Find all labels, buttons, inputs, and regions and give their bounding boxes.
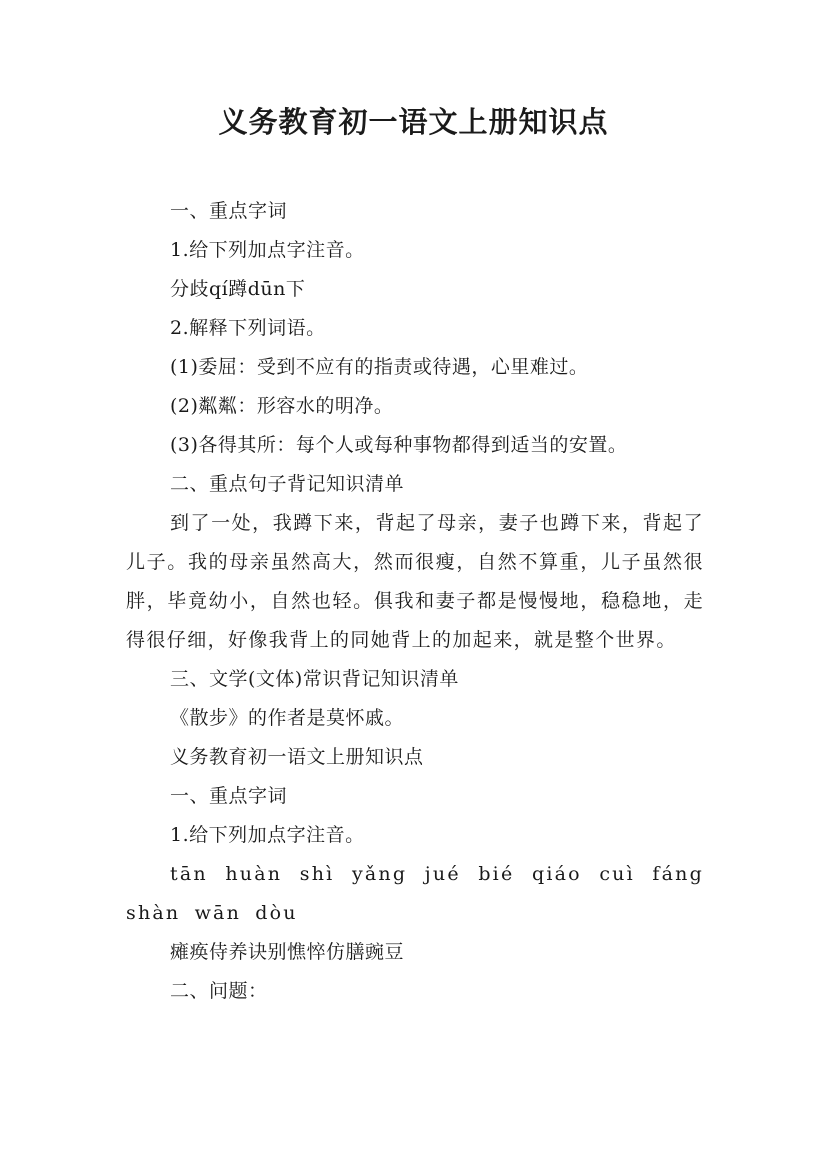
- section-heading-questions: 二、问题：: [170, 980, 268, 1002]
- key-passage: 到了一处，我蹲下来，背起了母亲，妻子也蹲下来，背起了儿子。我的母亲虽然高大，然而很瘦，自然不算重，儿子虽然很胖，毕竟幼小，自然也轻。俱我和妻子都是慢慢地，稳稳地，走得很仔细，好像我背上的同她背上的加起来，就是整个世界。: [126, 512, 704, 651]
- exercise-pronunciation: 1.给下列加点字注音。: [170, 239, 365, 261]
- exercise-explain-words: 2.解释下列词语。: [170, 317, 326, 339]
- definition-item-3: (3)各得其所：每个人或每种事物都得到适当的安置。: [170, 434, 628, 456]
- section-heading-literature: 三、文学(文体)常识背记知识清单: [170, 668, 459, 690]
- pronunciation-answer: 分歧qí蹲dūn下: [170, 278, 306, 300]
- definition-item-1: (1)委屈：受到不应有的指责或待遇，心里难过。: [170, 356, 589, 378]
- section-heading-key-words: 一、重点字词: [170, 200, 288, 222]
- author-fact: 《散步》的作者是莫怀戚。: [170, 707, 405, 729]
- repeated-title: 义务教育初一语文上册知识点: [170, 746, 424, 768]
- pinyin-line: tān huàn shì yǎng jué bié qiáo cuì fáng shàn wān dòu: [126, 863, 704, 924]
- chinese-words-line: 瘫痪侍养诀别憔悴仿膳豌豆: [170, 941, 405, 963]
- section-heading-key-sentences: 二、重点句子背记知识清单: [170, 473, 405, 495]
- definition-item-2: (2)粼粼：形容水的明净。: [170, 395, 394, 417]
- section-heading-key-words-2: 一、重点字词: [170, 785, 288, 807]
- document-body: [126, 192, 704, 1011]
- exercise-pronunciation-2: 1.给下列加点字注音。: [170, 824, 365, 846]
- document-title: 义务教育初一语文上册知识点: [218, 105, 609, 139]
